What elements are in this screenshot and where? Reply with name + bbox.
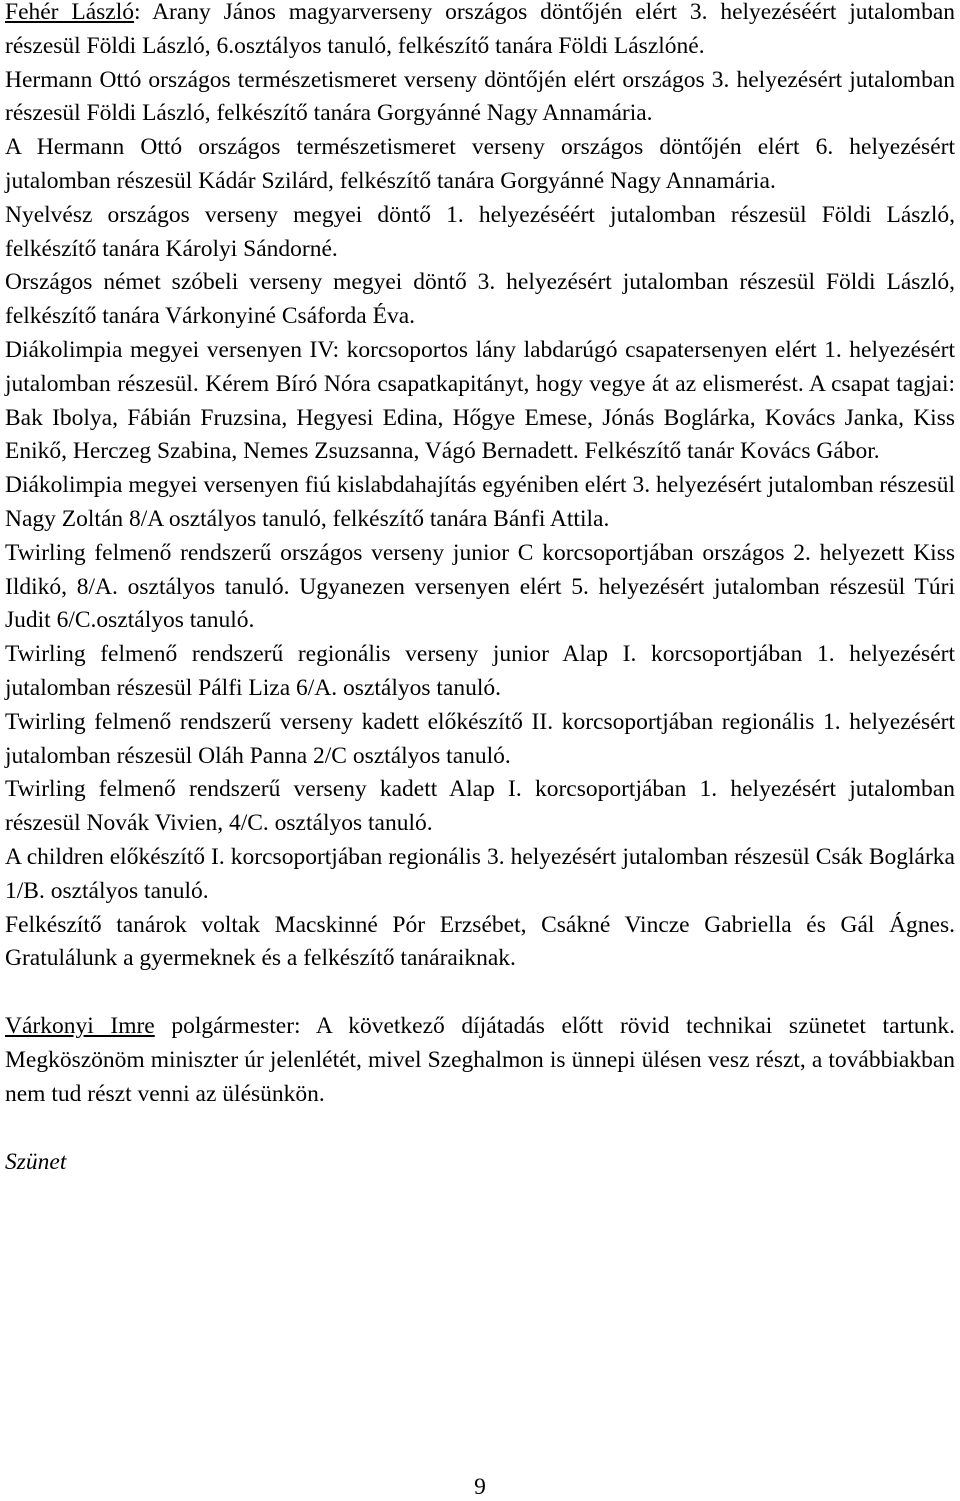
paragraph-text: : Arany János magyarverseny országos döntőjén elért 3. helyezéséért jutalomban részesül Földi László, 6.osztályos tanuló, felkészítő tanára Földi Lászlóné. — [5, 0, 955, 59]
blank-line — [5, 1112, 955, 1146]
paragraph-felkeszito-tanarok: Felkészítő tanárok voltak Macskinné Pór Erzsébet, Csákné Vincze Gabriella és Gál Ágnes. Gratulálunk a gyermeknek és a felkészítő tanáraiknak. — [5, 911, 955, 972]
paragraph-varkonyi-imre — [5, 1010, 955, 1111]
paragraph-twirling-kadett-alap: Twirling felmenő rendszerű verseny kadett Alap I. korcsoportjában 1. helyezésért jutalomban részesül Novák Vivien, 4/C. osztályos tanuló. — [5, 776, 955, 837]
paragraph-hermann-otto-6: A Hermann Ottó országos természetismeret verseny országos döntőjén elért 6. helyezésért jutalomban részesül Kádár Szilárd, felkészítő tanára Gorgyánné Nagy Annamária. — [5, 134, 955, 194]
paragraph-hermann-otto-3: Hermann Ottó országos természetismeret verseny döntőjén elért országos 3. helyezésért jutalomban részesül Földi László, felkészítő tanára Gorgyánné Nagy Annamária. — [5, 66, 955, 127]
break-label: Szünet — [5, 1148, 67, 1175]
paragraph-diakolimpia-kislabda: Diákolimpia megyei versenyen fiú kislabdahajítás egyéniben elért 3. helyezésért jutalomban részesül Nagy Zoltán 8/A osztályos tanuló, felkészítő tanára Bánfi Attila. — [5, 472, 955, 532]
paragraph-feher-laszlo — [5, 0, 955, 64]
paragraph-diakolimpia-labdarugo: Diákolimpia megyei versenyen IV: korcsoportos lány labdarúgó csapatersenyen elért 1. helyezésért jutalomban részesül. Kérem Bíró Nóra csapatkapitányt, hogy vegye át az elismerést. A csapat tagjai: Bak Ibolya, Fábián Fruzsina, Hegyesi Edina, Hőgye Emese, Jónás Boglárka, Kovács Janka, Kiss Enikő, Herczeg Szabina, Nemes Zsuzsanna, Vágó Bernadett. Felkészítő tanár Kovács Gábor. — [5, 336, 955, 465]
paragraph-text: polgármester: A következő díjátadás előtt rövid technikai szünetet tartunk. Megköszönöm miniszter úr jelenlétét, mivel Szeghalmon is ünnepi ülésen vesz részt, a továbbiakban nem tud részt venni az ülésünkön. — [5, 1013, 955, 1107]
paragraph-nyelvesz: Nyelvész országos verseny megyei döntő 1. helyezéséért jutalomban részesül Földi László, felkészítő tanára Károlyi Sándorné. — [5, 201, 955, 262]
paragraph-nemet-szobeli: Országos német szóbeli verseny megyei döntő 3. helyezésért jutalomban részesül Földi László, felkészítő tanára Várkonyiné Csáforda Éva. — [5, 269, 955, 330]
document-page — [5, 0, 955, 1179]
paragraph-twirling-kadett-ii: Twirling felmenő rendszerű verseny kadett előkészítő II. korcsoportjában regionális 1. helyezésért jutalomban részesül Oláh Panna 2/C osztályos tanuló. — [5, 708, 955, 769]
paragraph-twirling-junior-alap: Twirling felmenő rendszerű regionális verseny junior Alap I. korcsoportjában 1. helyezésért jutalomban részesül Pálfi Liza 6/A. osztályos tanuló. — [5, 641, 955, 701]
page-number: 9 — [474, 1474, 486, 1500]
speaker-name: Fehér László — [5, 0, 134, 25]
paragraph-twirling-junior-c: Twirling felmenő rendszerű országos verseny junior C korcsoportjában országos 2. helyezett Kiss Ildikó, 8/A. osztályos tanuló. Ugyanezen versenyen elért 5. helyezésért jutalomban részesül Túri Judit 6/C.osztályos tanuló. — [5, 539, 955, 634]
blank-line — [5, 976, 955, 1010]
paragraph-children: A children előkészítő I. korcsoportjában regionális 3. helyezésért jutalomban részesül Csák Boglárka 1/B. osztályos tanuló. — [5, 843, 955, 904]
speaker-name: Várkonyi Imre — [5, 1013, 155, 1040]
